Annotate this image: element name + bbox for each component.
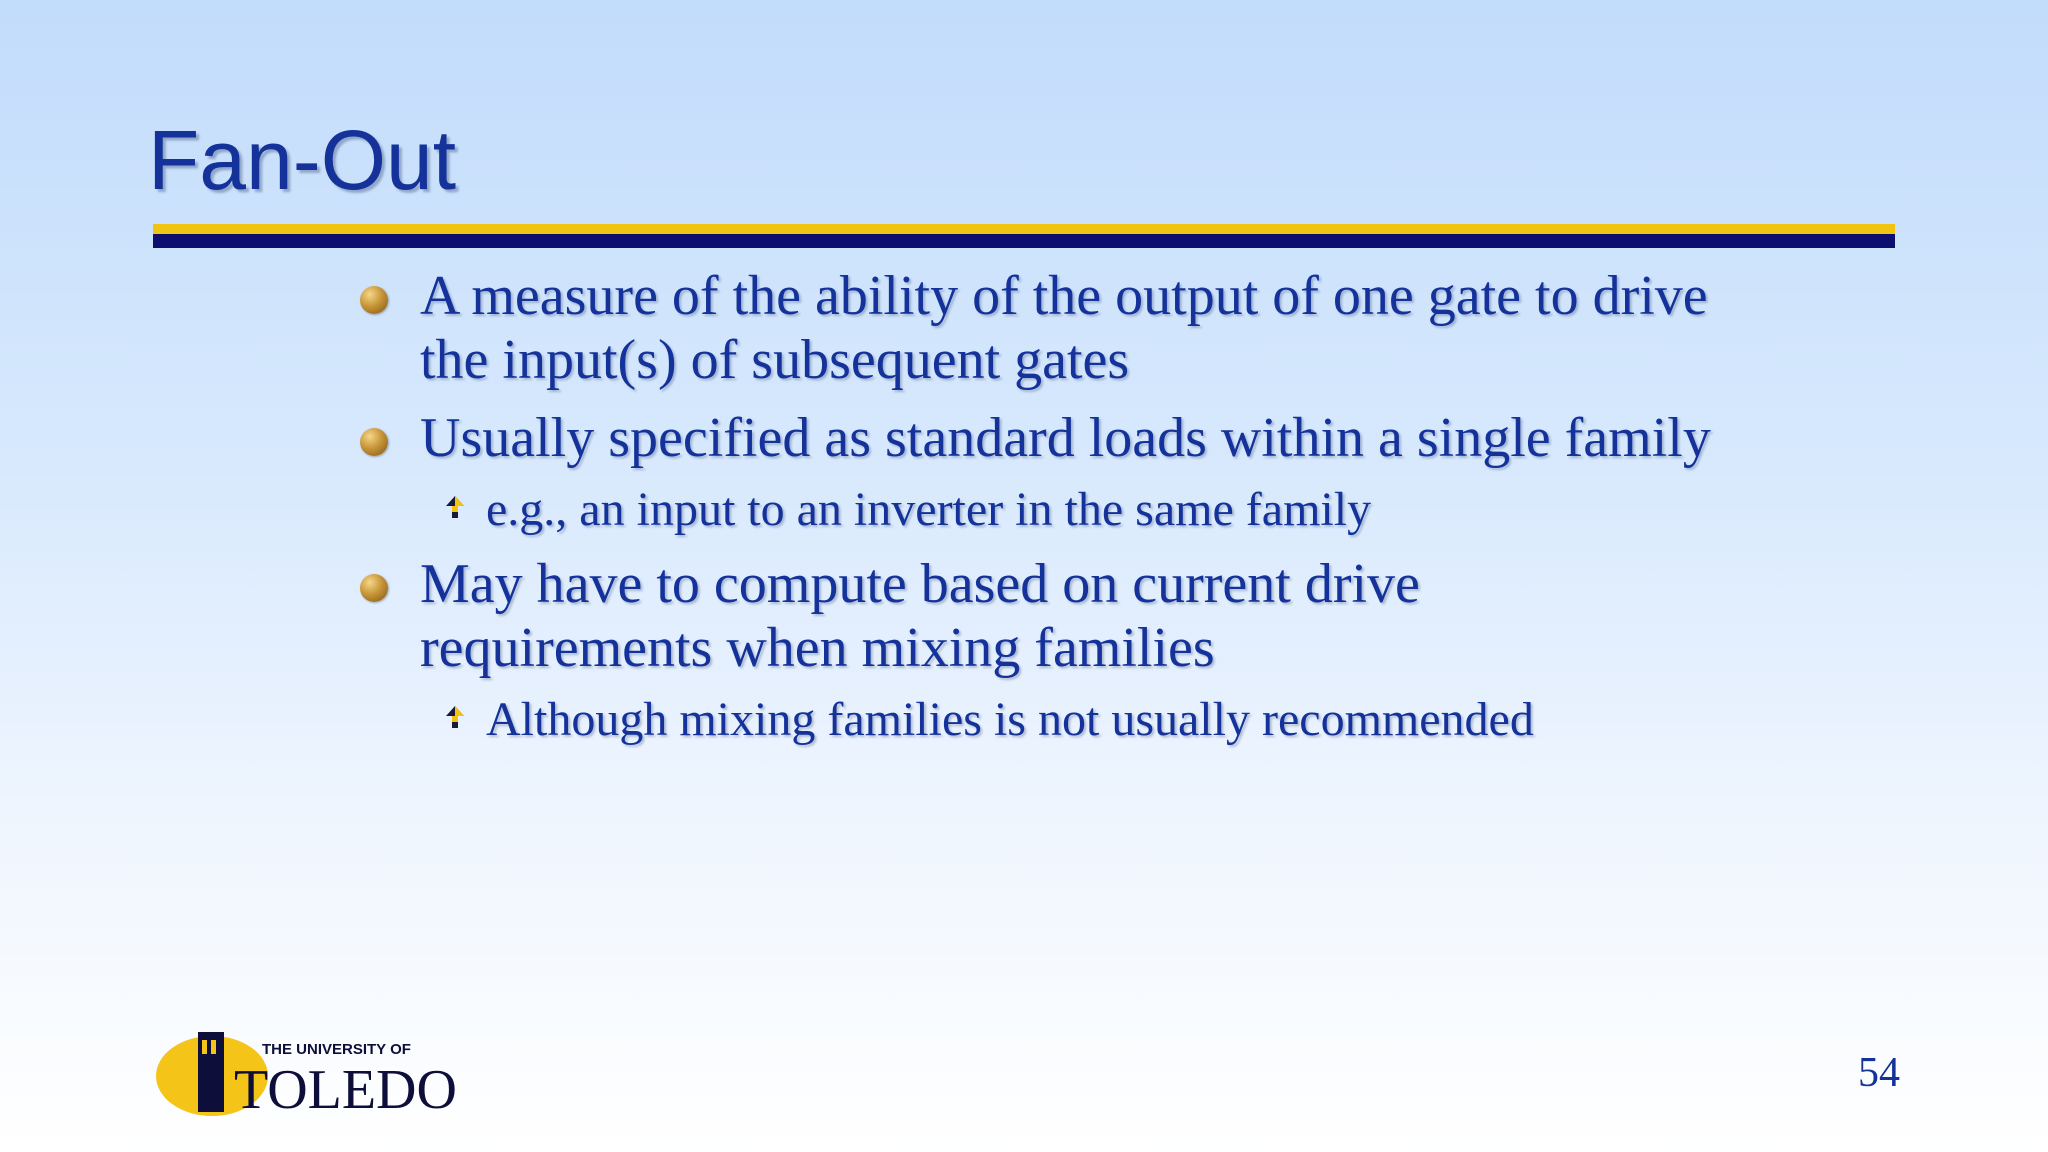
title-underline (153, 224, 1895, 248)
sub-bullet-list (420, 482, 1720, 538)
bullet-item (420, 406, 1720, 538)
bullet-text: A measure of the ability of the output of one gate to drive the input(s) of subsequent gates (420, 265, 1708, 391)
bullet-list (420, 264, 1720, 762)
slide-title: Fan-Out (148, 113, 457, 207)
page-number: 54 (1858, 1050, 1900, 1096)
bullet-item (420, 264, 1720, 392)
sub-bullet-text: Although mixing families is not usually recommended (486, 693, 1534, 746)
title-underline-navy (153, 234, 1895, 248)
bullet-text: May have to compute based on current drive requirements when mixing families (420, 553, 1420, 679)
bullet-text: Usually specified as standard loads within a single family (420, 407, 1711, 469)
arrow-bullet-icon (442, 492, 468, 522)
sub-bullet-item (486, 692, 1720, 748)
logo-line1: THE UNIVERSITY OF (262, 1041, 411, 1058)
sub-bullet-item (486, 482, 1720, 538)
sub-bullet-list (420, 692, 1720, 748)
arrow-bullet-icon (442, 702, 468, 732)
toledo-tower-logo (150, 1020, 480, 1120)
round-bullet-icon (360, 286, 388, 314)
logo-line2: TOLEDO (234, 1059, 457, 1120)
bullet-item (420, 552, 1720, 748)
round-bullet-icon (360, 428, 388, 456)
sub-bullet-text: e.g., an input to an inverter in the same family (486, 483, 1372, 536)
round-bullet-icon (360, 574, 388, 602)
title-underline-gold (153, 224, 1895, 234)
